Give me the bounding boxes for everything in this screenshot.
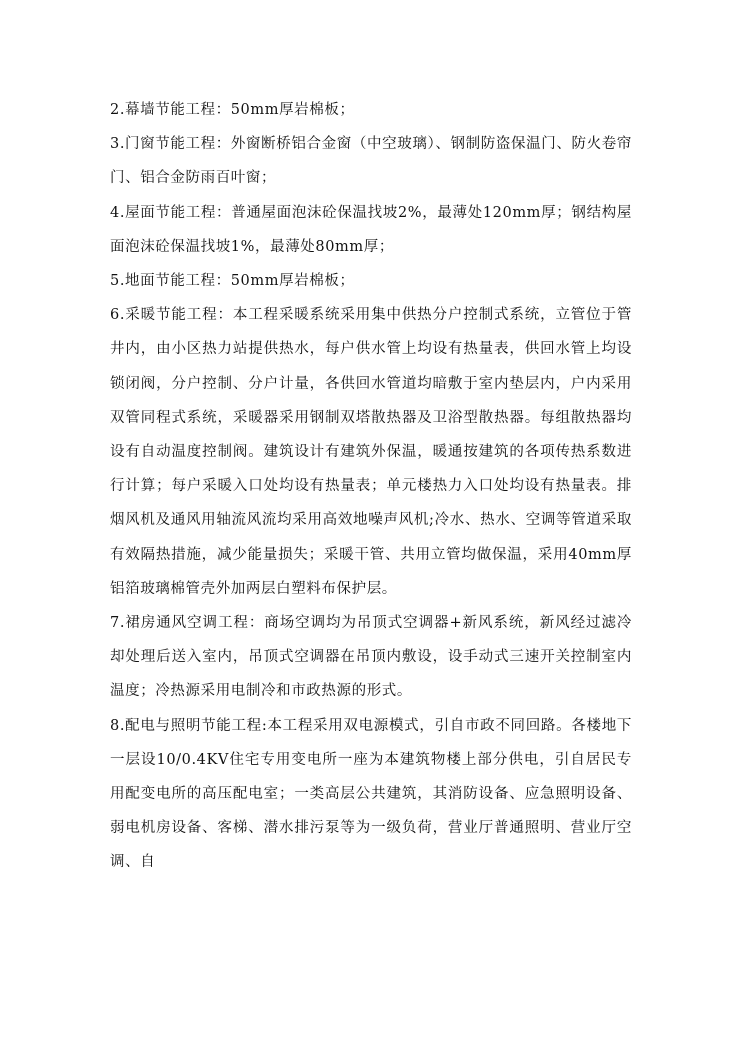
document-body: [110, 93, 632, 880]
paragraph-heating: 6.采暖节能工程：本工程采暖系统采用集中供热分户控制式系统，立管位于管井内，由小区热力站提供热水，每户供水管上均设有热量表，供回水管上均设锁闭阀，分户控制、分户计量，各供回水管道均暗敷于室内垫层内，户内采用双管同程式系统，采暖器采用钢制双塔散热器及卫浴型散热器。每组散热器均设有自动温度控制阀。建筑设计有建筑外保温，暖通按建筑的各项传热系数进行计算；每户采暖入口处均设有热量表；单元楼热力入口处均设有热量表。排烟风机及通风用轴流风流均采用高效地噪声风机;冷水、热水、空调等管道采取有效隔热措施，减少能量损失；采暖干管、共用立管均做保温，采用40mm厚铝箔玻璃棉管壳外加两层白塑料布保护层。: [110, 307, 632, 597]
paragraph-ventilation: 7.裙房通风空调工程：商场空调均为吊顶式空调器+新风系统，新风经过滤冷却处理后送入室内，吊顶式空调器在吊顶内敷设，设手动式三速开关控制室内温度；冷热源采用电制冷和市政热源的形式。: [110, 615, 632, 700]
paragraph-curtain-wall: 2.幕墙节能工程：50mm厚岩棉板；: [110, 102, 355, 118]
paragraph-roof: 4.屋面节能工程：普通屋面泡沫砼保温找坡2%，最薄处120mm厚；钢结构屋面泡沫砼保温找坡1%，最薄处80mm厚；: [110, 204, 632, 255]
paragraph-doors-windows: 3.门窗节能工程：外窗断桥铝合金窗（中空玻璃）、钢制防盗保温门、防火卷帘门、铝合金防雨百叶窗；: [110, 136, 632, 187]
paragraph-power-lighting: 8.配电与照明节能工程:本工程采用双电源模式，引自市政不同回路。各楼地下一层设10/0.4KV住宅专用变电所一座为本建筑物楼上部分供电，引自居民专用配变电所的高压配电室；一类高层公共建筑，其消防设备、应急照明设备、弱电机房设备、客梯、潜水排污泵等为一级负荷，营业厅普通照明、营业厅空调、自: [110, 717, 632, 871]
paragraph-ground: 5.地面节能工程：50mm厚岩棉板；: [110, 273, 355, 290]
